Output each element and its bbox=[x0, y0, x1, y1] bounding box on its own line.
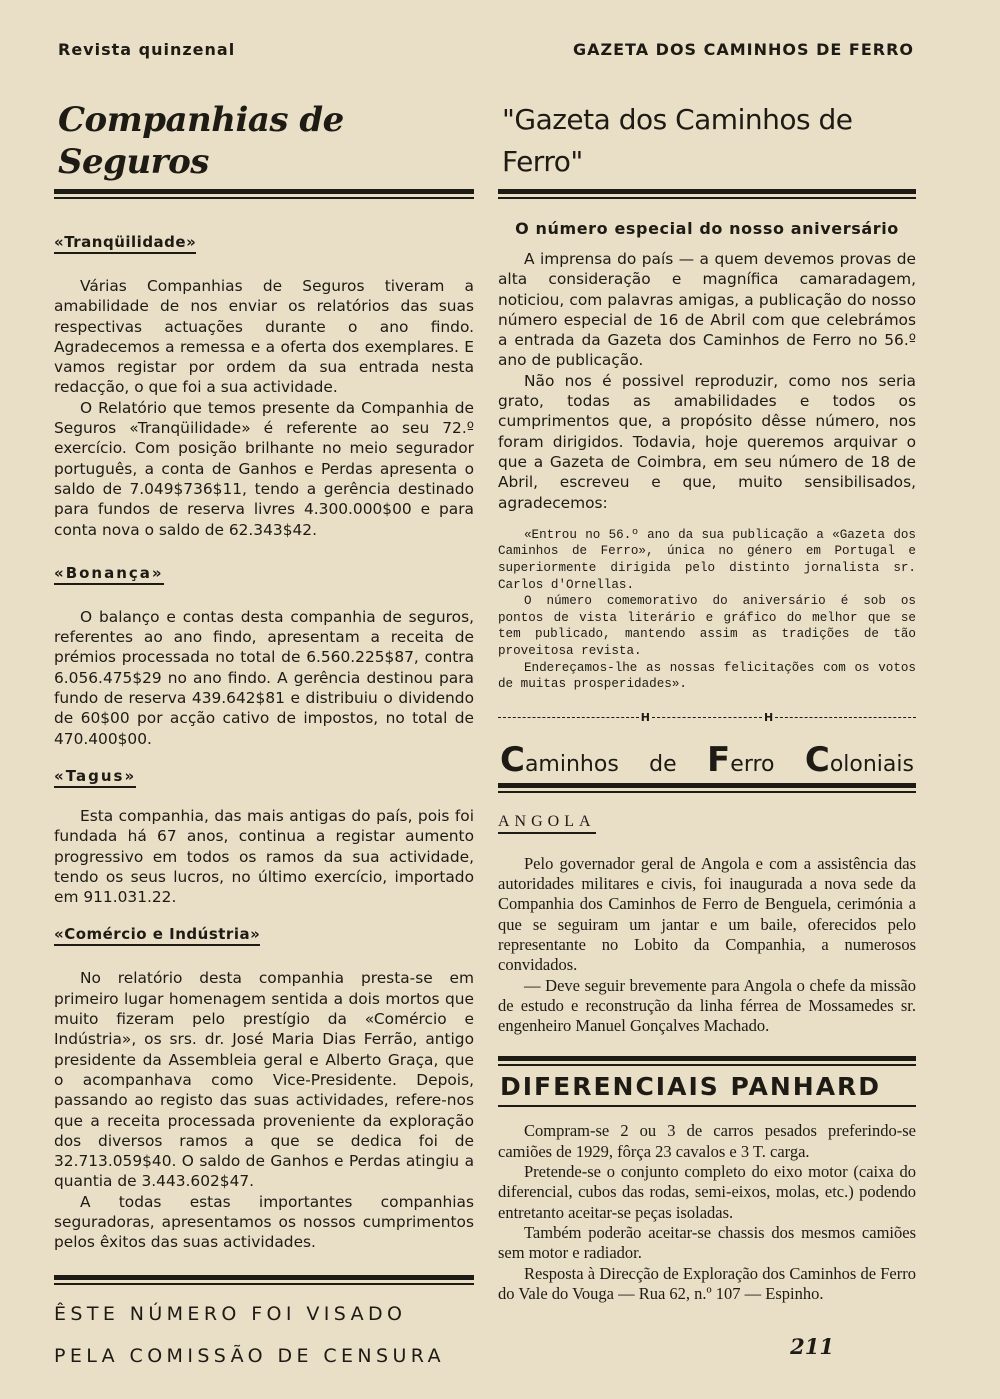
gazeta-title: "Gazeta dos Caminhos de Ferro" bbox=[502, 103, 853, 178]
quote-paragraph: «Entrou no 56.º ano da sua publicação a «Gazeta dos Caminhos de Ferro», única no género em Portugal e superiormente dirigida pelo distinto jornalista sr. Carlos d'Ornellas. bbox=[498, 527, 916, 592]
section-heading-tagus: «Tagus» bbox=[54, 767, 136, 788]
gazeta-subtitle: O número especial do nosso aniversário bbox=[515, 219, 899, 238]
section-separator bbox=[498, 711, 916, 725]
paragraph: A imprensa do país — a quem devemos provas de alta consideração e magnífica camaradagem, noticiou, com palavras amigas, a publicação do nosso número especial de 16 de Abril com que celebrámos a entrada da Gazeta dos Caminhos de Ferro no 56.º ano de publicação. bbox=[498, 250, 916, 370]
title-rule bbox=[54, 189, 474, 199]
coloniais-rule bbox=[498, 783, 916, 793]
coloniais-word bbox=[804, 739, 914, 780]
separator-mark: H bbox=[764, 711, 774, 725]
running-header-left: Revista quinzenal bbox=[58, 40, 236, 59]
drop-cap: F bbox=[707, 739, 731, 780]
drop-cap: C bbox=[500, 739, 525, 780]
quote-paragraph: Endereçamos-lhe as nossas felicitações com os votos de muitas prosperidades». bbox=[498, 660, 916, 692]
panhard-title: DIFERENCIAIS PANHARD bbox=[500, 1072, 882, 1102]
paragraph: Compram-se 2 ou 3 de carros pesados preferindo-se camiões de 1929, fôrça 23 cavalos e 3 T. carga. bbox=[498, 1121, 916, 1161]
paragraph: Resposta à Direcção de Exploração dos Caminhos de Ferro do Vale do Vouga — Rua 62, n.º 107 — Espinho. bbox=[498, 1263, 916, 1303]
paragraph: No relatório desta companhia presta-se em primeiro lugar homenagem sentida a dois mortos que muito fizeram pelo prestígio da «Comércio e Indústria», os srs. dr. José Maria Dias Ferrão, antigo presidente da Assembleia geral e Alberto Graça, que o acompanhava como Vice-Presidente. Depois, passando ao registo das suas actividades, refere-nos que a receita processada proveniente da exploração dos diversos ramos a que se dedica foi de 32.713.059$40. O saldo de Ganhos e Perdas atingiu a quantia de 3.443.602$47. bbox=[54, 969, 474, 1191]
paragraph: Esta companhia, das mais antigas do país, pois foi fundada há 67 anos, continua a registar aumento progressivo em todos os ramos da sua actividade, tendo os seus lucros, no último exercício, importado em 911.031.22. bbox=[54, 806, 474, 907]
left-column bbox=[54, 95, 474, 1367]
paragraph: O balanço e contas desta companhia de seguros, referentes ao ano findo, apresentam a receita de prémios processada no total de 6.560.225$87, contra 6.056.475$29 no ano findo. A gerência destinou para fundo de reserva 439.642$81 e distribuiu o dividendo de 60$00 por acção cativo de impostos, no total de 470.400$00. bbox=[54, 607, 474, 748]
drop-cap: C bbox=[804, 739, 830, 780]
separator-mark: H bbox=[640, 711, 650, 725]
censorship-line-1: ÊSTE NÚMERO FOI VISADO bbox=[54, 1302, 407, 1325]
word-rest: erro bbox=[730, 751, 775, 777]
section-heading-bonanca: «Bonança» bbox=[54, 564, 164, 585]
paragraph: — Deve seguir brevemente para Angola o chefe da missão de estudo e reconstrução da linha férrea de Mossamedes sr. engenheiro Manuel Gonçalves Machado. bbox=[498, 975, 916, 1036]
paragraph: Várias Companhias de Seguros tiveram a amabilidade de nos enviar os relatórios das suas respectivas actuações durante o ano findo. Agradecemos a remessa e a oferta dos exemplares. E vamos registar por ordem da sua entrada nesta redacção, o que foi a sua actividade. bbox=[54, 277, 474, 397]
paragraph: A todas estas importantes companhias seguradoras, apresentamos os nossos cumprimentos pelos êxitos das suas actividades. bbox=[54, 1192, 474, 1252]
insurance-title: Companhias de Seguros bbox=[58, 100, 344, 182]
paragraph: O Relatório que temos presente da Companhia de Seguros «Tranqüilidade» é referente ao seu 72.º exercício. Com posição brilhante no meio segurador português, a conta de Ganhos e Perdas apresenta o saldo de 7.049$736$11, tendo a gerência destinado para fundos de reserva livres 4.300.000$00 e para conta nova o saldo de 62.343$42. bbox=[54, 398, 474, 539]
coloniais-word bbox=[707, 739, 775, 780]
quote-paragraph: O número comemorativo do aniversário é sob os pontos de vista literário e gráfico do melhor que se tem publicado, mantendo assim as tradições de tão proveitosa revista. bbox=[498, 594, 916, 659]
page-number: 211 bbox=[790, 1334, 834, 1359]
word-rest: oloniais bbox=[829, 751, 914, 777]
running-header-right: GAZETA DOS CAMINHOS DE FERRO bbox=[572, 40, 914, 59]
paragraph: Também poderão aceitar-se chassis dos mesmos camiões sem motor e radiador. bbox=[498, 1222, 916, 1263]
censorship-rule bbox=[54, 1275, 474, 1285]
paragraph: Não nos é possivel reproduzir, como nos seria grato, todas as amabilidades e todos os cumprimentos que, a propósito dêsse número, nos foram dirigidos. Todavia, hoje queremos arquivar o que a Gazeta de Coimbra, em seu número de 18 de Abril, escreveu e que, muito sensibilisados, agradecemos: bbox=[498, 371, 916, 512]
censorship-line-2: PELA COMISSÃO DE CENSURA bbox=[54, 1344, 446, 1367]
gazeta-title-rule bbox=[498, 189, 916, 199]
coloniais-word: de bbox=[649, 751, 677, 777]
coloniais-word bbox=[500, 739, 619, 780]
right-column bbox=[498, 95, 916, 1304]
section-heading-tranquilidade: «Tranqüilidade» bbox=[54, 233, 196, 254]
section-heading-comercio-industria: «Comércio e Indústria» bbox=[54, 925, 260, 946]
paragraph: Pretende-se o conjunto completo do eixo motor (caixa do diferencial, cubos das rodas, semi-eixos, molas, etc.) podendo entretanto aceitar-se peças isoladas. bbox=[498, 1162, 916, 1222]
paragraph: Pelo governador geral de Angola e com a assistência das autoridades militares e civis, foi inaugurada a nova sede da Companhia dos Caminhos de Ferro de Benguela, cerimónia a que se seguiram um jantar e um baile, oferecidos pelo representante no Lobito da Companhia, a numerosos convidados. bbox=[498, 853, 916, 975]
coloniais-title bbox=[498, 737, 916, 783]
panhard-top-rule bbox=[498, 1056, 916, 1066]
word-rest: aminhos bbox=[524, 751, 619, 777]
region-heading-angola: ANGOLA bbox=[498, 813, 596, 834]
